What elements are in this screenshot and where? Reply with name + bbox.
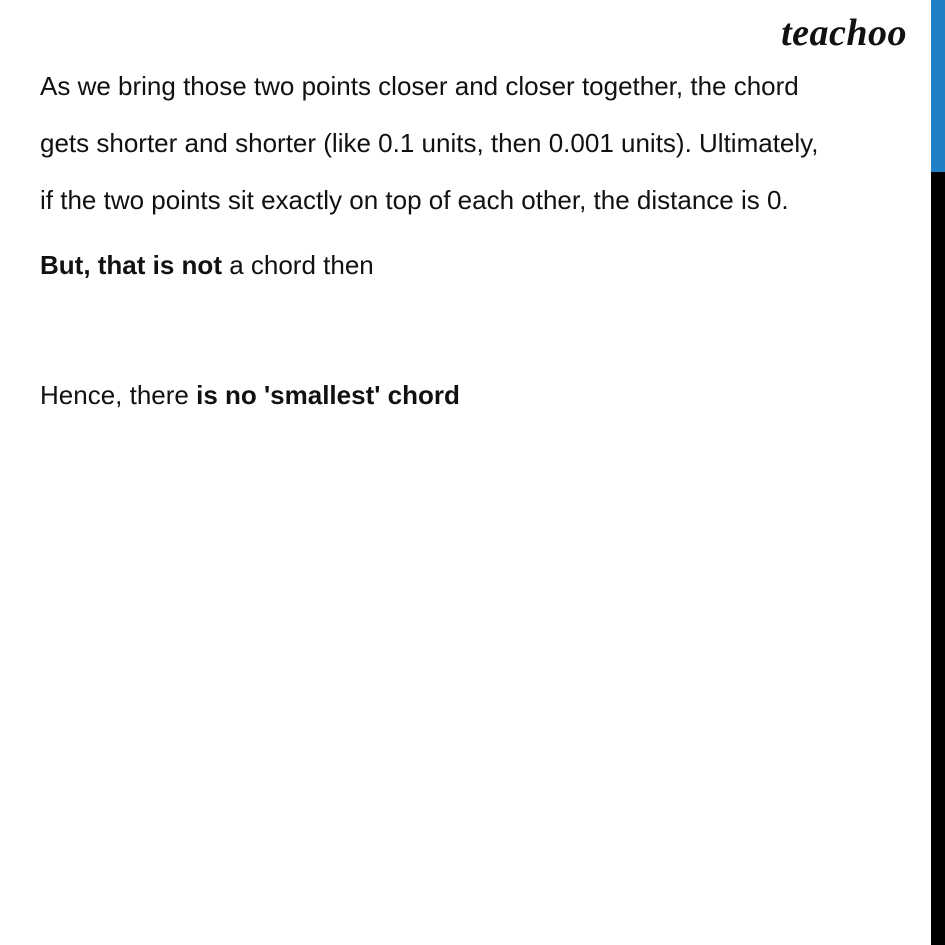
explanation-paragraph [40, 58, 920, 229]
side-bar-accent [931, 0, 945, 172]
not-a-chord-statement [40, 237, 920, 294]
paragraph-line-1: As we bring those two points closer and closer together, the chord [40, 71, 799, 101]
teachoo-logo: teachoo [781, 12, 907, 54]
lesson-content [40, 58, 920, 424]
statement-bold-text: But, that is not [40, 250, 222, 280]
statement-rest-text: a chord then [221, 250, 374, 280]
conclusion-statement [40, 367, 920, 424]
paragraph-line-3: if the two points sit exactly on top of each other, the distance is 0. [40, 185, 789, 215]
conclusion-bold-text: is no 'smallest' chord [196, 380, 460, 410]
paragraph-line-2: gets shorter and shorter (like 0.1 units, then 0.001 units). Ultimately, [40, 128, 819, 158]
side-scroll-bar [931, 0, 945, 945]
conclusion-prefix-text: Hence, there [40, 380, 197, 410]
